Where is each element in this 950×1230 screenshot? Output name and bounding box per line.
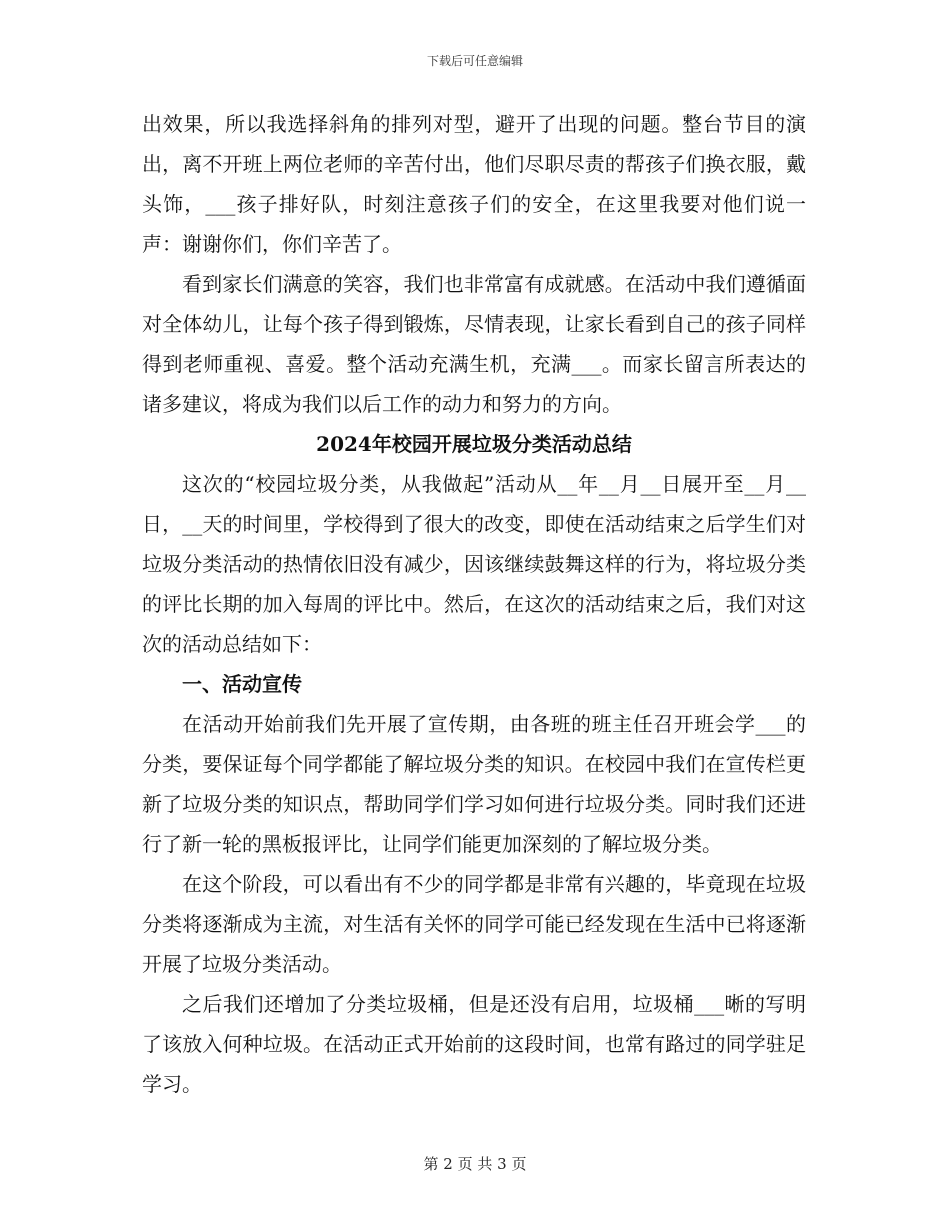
page-footer: 第 2 页 共 3 页 <box>423 1155 527 1173</box>
paragraph-interest: 在这个阶段，可以看出有不少的同学都是非常有兴趣的，毕竟现在垃圾分类将逐渐成为主流，对生活有关怀的同学可能已经发现在生活中已将逐渐开展了垃圾分类活动。 <box>142 872 806 976</box>
paragraph-bins: 之后我们还增加了分类垃圾桶，但是还没有启用，垃圾桶___晰的写明了该放入何种垃圾。在活动正式开始前的这段时间，也常有路过的同学驻足学习。 <box>142 992 806 1096</box>
document-body <box>142 104 806 1104</box>
section-heading-publicity: 一、活动宣传 <box>182 672 302 696</box>
page-header: 下载后可任意编辑 <box>426 54 523 68</box>
paragraph-parents-satisfaction: 看到家长们满意的笑容，我们也非常富有成就感。在活动中我们遵循面对全体幼儿，让每个孩子得到锻炼，尽情表现，让家长看到自己的孩子同样得到老师重视、喜爱。整个活动充满生机，充满___。而家长留言所表达的诸多建议，将成为我们以后工作的动力和努力的方向。 <box>142 272 806 416</box>
paragraph-intro: 这次的“校园垃圾分类，从我做起”活动从__年__月__日展开至__月__日，__天的时间里，学校得到了很大的改变，即使在活动结束之后学生们对垃圾分类活动的热情依旧没有减少，因该继续鼓舞这样的行为，将垃圾分类的评比长期的加入每周的评比中。然后，在这次的活动结束之后，我们对这次的活动总结如下： <box>142 472 806 656</box>
document-title: 2024年校园开展垃圾分类活动总结 <box>316 432 632 456</box>
paragraph-publicity: 在活动开始前我们先开展了宣传期，由各班的班主任召开班会学___的分类，要保证每个同学都能了解垃圾分类的知识。在校园中我们在宣传栏更新了垃圾分类的知识点，帮助同学们学习如何进行垃圾分类。同时我们还进行了新一轮的黑板报评比，让同学们能更加深刻的了解垃圾分类。 <box>142 712 806 856</box>
paragraph-continuation: 出效果，所以我选择斜角的排列对型，避开了出现的问题。整台节目的演出，离不开班上两位老师的辛苦付出，他们尽职尽责的帮孩子们换衣服，戴头饰，___孩子排好队，时刻注意孩子们的安全，在这里我要对他们说一声：谢谢你们，你们辛苦了。 <box>142 112 806 256</box>
